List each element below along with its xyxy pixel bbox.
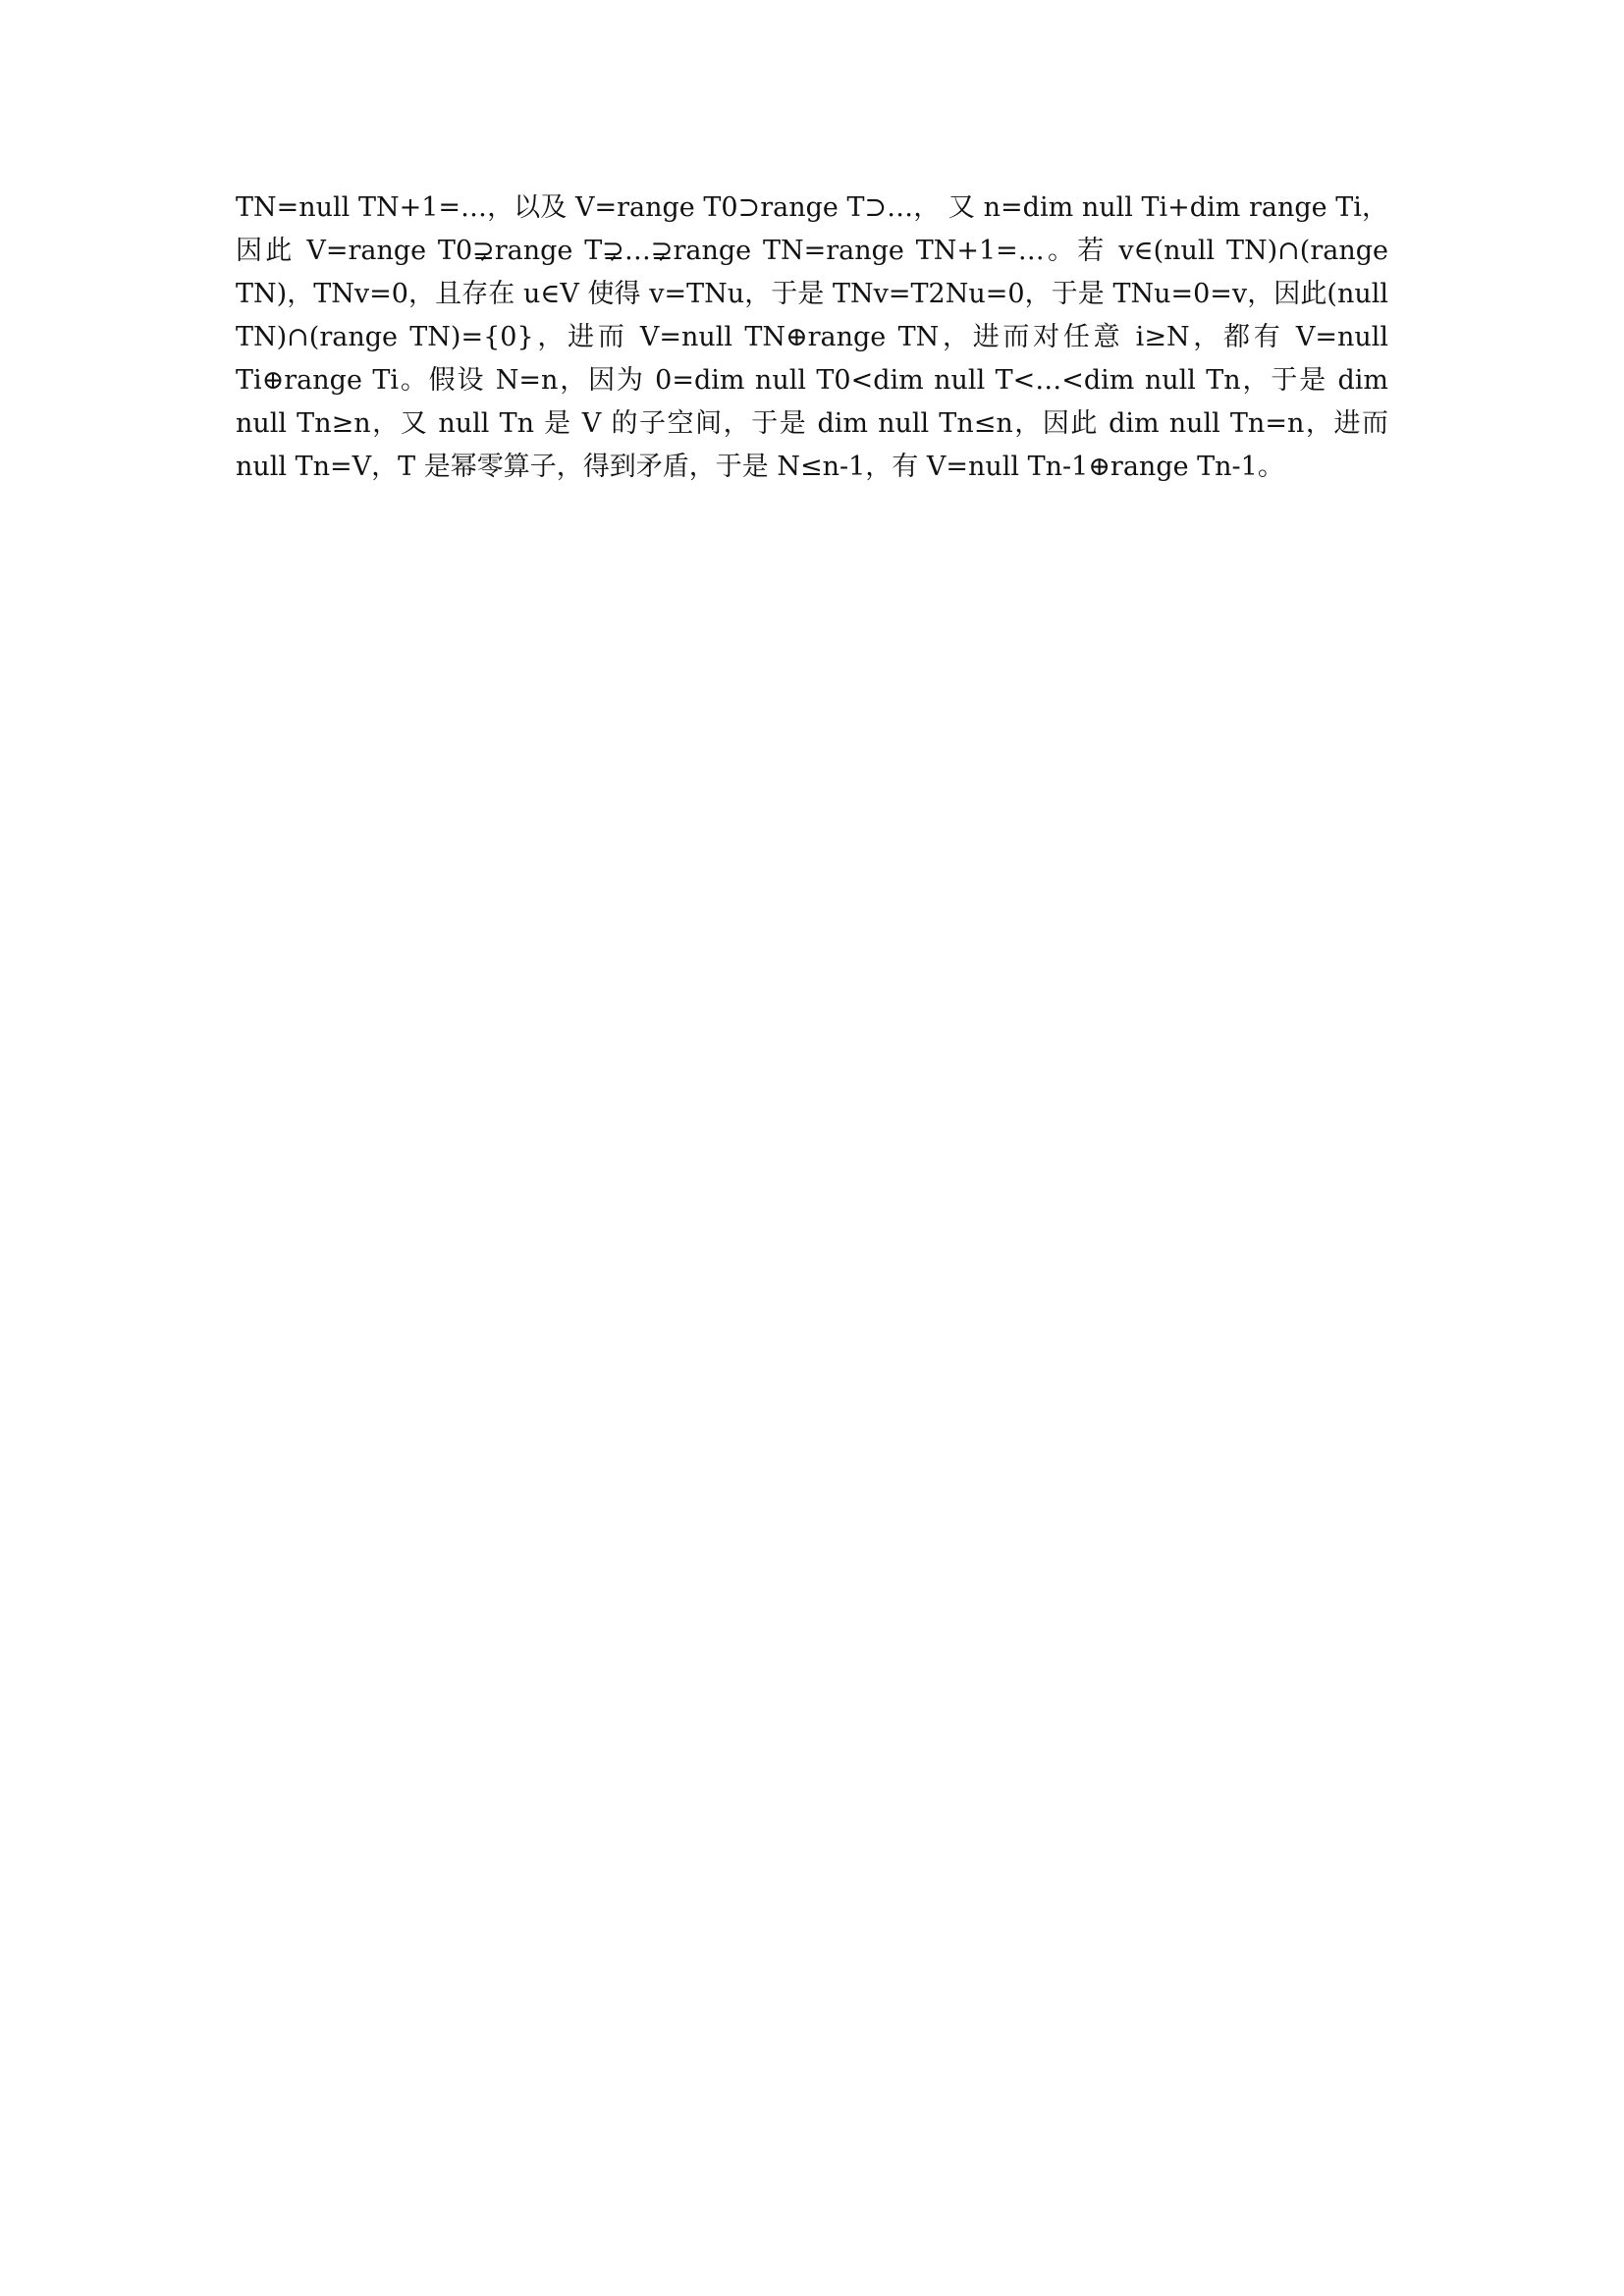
paragraph-continuation: TN=null TN+1=…，以及 V=range T0⊃range T⊃…， 又 n=dim null Ti+dim range Ti，因此 V=range T0⊋range T⊋…⊋range TN=range TN+1=…。若 v∈(null TN)∩(range TN)，TNv=0，且存在 u∈V 使得 v=TNu，于是 TNv=T2Nu=0，于是 TNu=0=v，因此(null TN)∩(range TN)={0}，进而 V=null TN⊕range TN，进而对任意 i≥N，都有 V=null Ti⊕range Ti。假设 N=n，因为 0=dim null T0<dim null T<…<dim null Tn，于是 dim null Tn≥n，又 null Tn 是 V 的子空间，于是 dim null Tn≤n，因此 dim null Tn=n，进而 null Tn=V，T 是幂零算子，得到矛盾，于是 N≤n-1，有 V=null Tn-1⊕range Tn-1。 <box>236 192 1388 482</box>
